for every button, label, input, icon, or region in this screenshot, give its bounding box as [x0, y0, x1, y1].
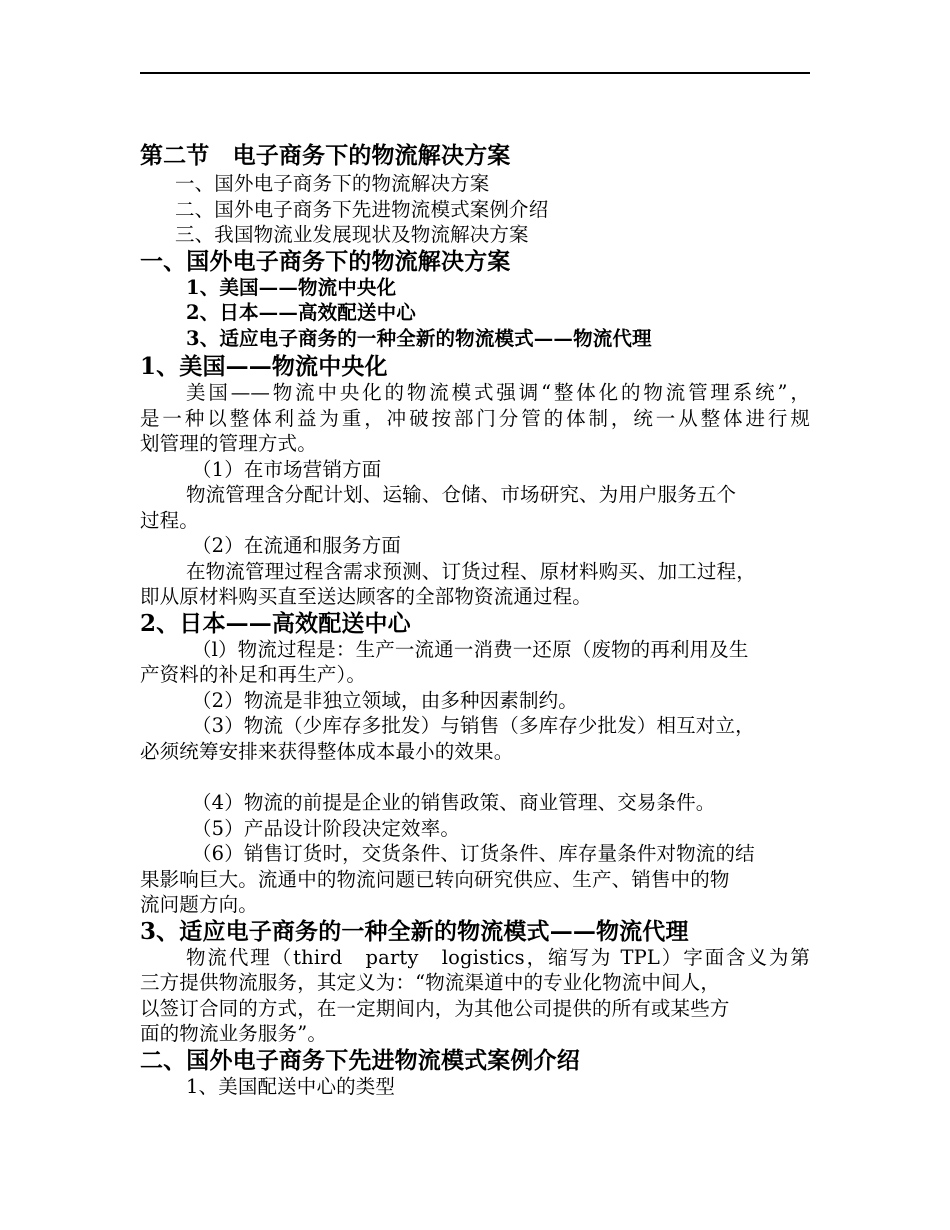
paragraph-line: 三方提供物流服务，其定义为：“物流渠道中的专业化物流中间人，: [140, 971, 720, 994]
paragraph-line: 物流代理（third party logistics，缩写为 TPL）字面含义为第: [186, 945, 810, 969]
section-title: 第二节 电子商务下的物流解决方案: [140, 142, 511, 169]
paragraph-line: （4）物流的前提是企业的销售政策、商业管理、交易条件。: [192, 791, 716, 814]
list-item: 2、日本——高效配送中心: [186, 301, 416, 324]
toc-item: 一、国外电子商务下的物流解决方案: [175, 172, 490, 195]
paragraph-line: 美国——物流中央化的物流模式强调“整体化的物流管理系统”，: [186, 381, 810, 404]
paragraph-line: 是一种以整体利益为重，冲破按部门分管的体制，统一从整体进行规: [140, 406, 810, 430]
paragraph-line: （l）物流过程是：生产一流通一消费一还原（废物的再利用及生: [192, 637, 749, 661]
paragraph-line: 物流管理含分配计划、运输、仓储、市场研究、为用户服务五个: [186, 483, 737, 506]
heading-part-2: 二、国外电子商务下先进物流模式案例介绍: [140, 1046, 580, 1074]
paragraph-line: 果影响巨大。流通中的物流问题已转向研究供应、生产、销售中的物: [140, 867, 730, 891]
subheading: （1）在市场营销方面: [192, 457, 382, 481]
paragraph-line: （5）产品设计阶段决定效率。: [192, 816, 461, 840]
paragraph-line: 面的物流业务服务”。: [140, 1022, 327, 1045]
subheading: （2）在流通和服务方面: [192, 534, 402, 557]
paragraph-line: 以签订合同的方式，在一定期间内，为其他公司提供的所有或某些方: [140, 996, 730, 1020]
document-body: [140, 141, 810, 1099]
list-item: 3、适应电子商务的一种全新的物流模式——物流代理: [186, 326, 652, 350]
paragraph-line: （2）物流是非独立领域，由多种因素制约。: [192, 688, 578, 712]
paragraph-line: 划管理的管理方式。: [140, 432, 317, 455]
paragraph-line: 产资料的补足和再生产）。: [140, 663, 367, 686]
heading-japan: 2、日本——高效配送中心: [140, 609, 411, 637]
paragraph-line: 即从原材料购买直至送达顾客的全部物资流通过程。: [140, 585, 592, 608]
blank-line: [140, 764, 810, 790]
heading-tpl: 3、适应电子商务的一种全新的物流模式——物流代理: [140, 917, 689, 945]
header-rule: [140, 72, 810, 74]
paragraph-line: 流问题方向。: [140, 893, 258, 916]
heading-part-1: 一、国外电子商务下的物流解决方案: [140, 247, 511, 275]
paragraph-line: （6）销售订货时，交货条件、订货条件、库存量条件对物流的结: [192, 842, 755, 865]
toc-item: 三、我国物流业发展现状及物流解决方案: [175, 223, 529, 246]
toc-item: 二、国外电子商务下先进物流模式案例介绍: [175, 197, 549, 221]
list-item: 1、美国配送中心的类型: [186, 1074, 396, 1098]
paragraph-line: 在物流管理过程含需求预测、订货过程、原材料购买、加工过程，: [186, 559, 756, 583]
paragraph-line: （3）物流（少库存多批发）与销售（多库存少批发）相互对立，: [192, 714, 755, 737]
list-item: 1、美国——物流中央化: [186, 275, 397, 299]
paragraph-line: 必须统筹安排来获得整体成本最小的效果。: [140, 739, 514, 763]
heading-usa: 1、美国——物流中央化: [140, 353, 388, 380]
paragraph-line: 过程。: [140, 508, 199, 532]
